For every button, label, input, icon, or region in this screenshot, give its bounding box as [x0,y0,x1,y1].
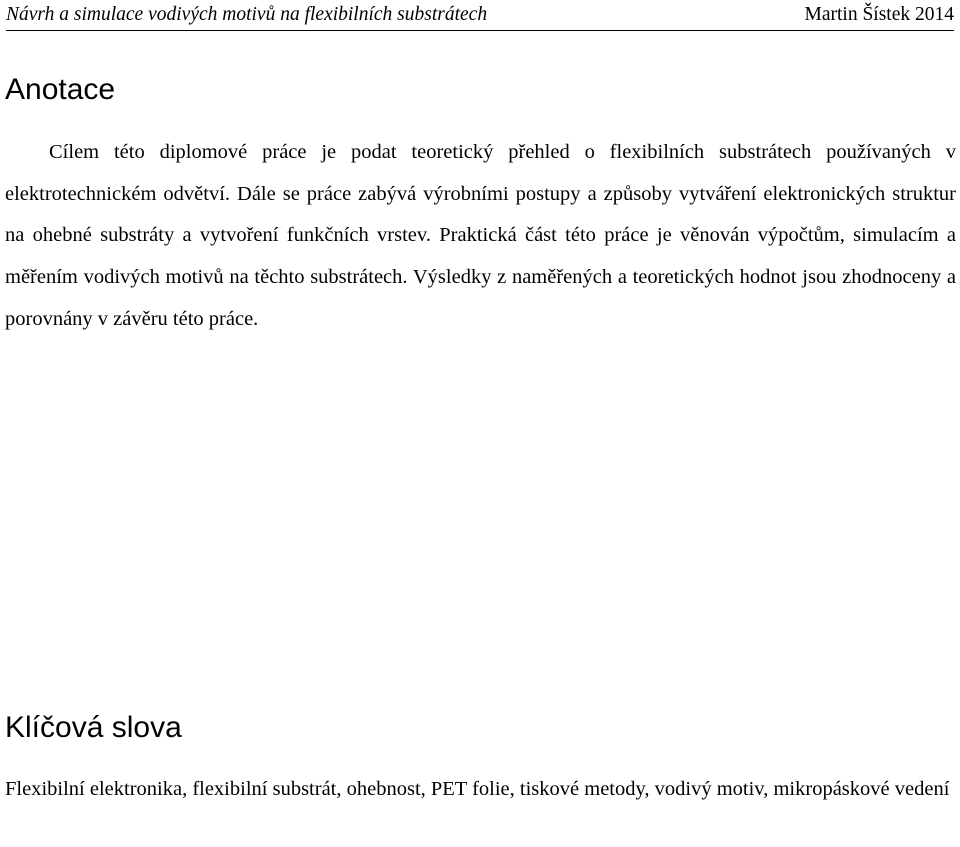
keywords-heading: Klíčová slova [5,711,182,744]
header-document-title: Návrh a simulace vodivých motivů na flexibilních substrátech [6,4,488,25]
page-header [6,4,954,31]
keywords-paragraph: Flexibilní elektronika, flexibilní substrát, ohebnost, PET folie, tiskové metody, vodivý motiv, mikropáskové vedení [5,778,950,800]
abstract-heading: Anotace [5,73,116,106]
header-author-year: Martin Šístek 2014 [804,4,954,25]
abstract-paragraph: Cílem této diplomové práce je podat teoretický přehled o flexibilních substrátech používaných v elektrotechnickém odvětví. Dále se práce zabývá výrobními postupy a způsoby vytváření elektronických struktur na ohebné substráty a vytvoření funkčních vrstev. Praktická část této práce je věnován výpočtům, simulacím a měřením vodivých motivů na těchto substrátech. Výsledky z naměřených a teoretických hodnot jsou zhodnoceny a porovnány v závěru této práce. [5,141,956,330]
